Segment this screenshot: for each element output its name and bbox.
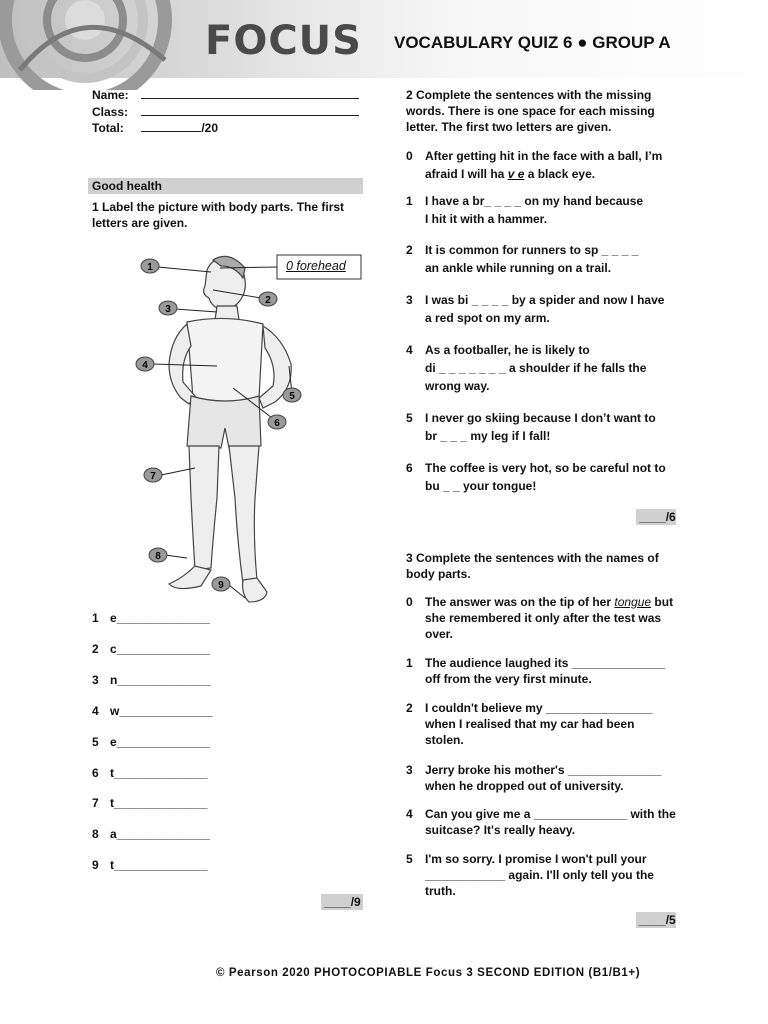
question-item[interactable]: 4 Can you give me a ______________ with the suitcase? It's really heavy. — [406, 807, 676, 837]
svg-text:8: 8 — [155, 551, 161, 562]
question-item[interactable]: 1 The audience laughed its ______________ off from the very first minute. — [406, 656, 666, 686]
answer-row[interactable]: 5 e______________ — [92, 735, 211, 749]
marker-9 — [212, 577, 230, 591]
total-label: Total: — [92, 121, 124, 135]
answer-row[interactable]: 8 a______________ — [92, 827, 211, 841]
focus-swirl-logo-icon — [0, 0, 210, 90]
body-illustration — [125, 248, 370, 608]
total-blank[interactable] — [141, 121, 201, 132]
answer-row[interactable]: 4 w______________ — [92, 704, 213, 718]
answer-row[interactable]: 6 t______________ — [92, 766, 208, 780]
section1-instruction-line2: letters are given. — [92, 216, 188, 230]
question-item[interactable]: 6 The coffee is very hot, so be careful not to bu _ _ your tongue! — [406, 461, 666, 493]
question-item: 0 After getting hit in the face with a ball, I’m afraid I will ha v e a black eye. — [406, 149, 663, 181]
brand-logo-text: FOCUS — [205, 18, 362, 64]
section3-score[interactable]: ____/5 — [636, 912, 676, 928]
answer-row[interactable]: 1 e______________ — [92, 611, 211, 625]
section1-score[interactable]: ____/9 — [321, 894, 363, 910]
footer-copyright: © Pearson 2020 PHOTOCOPIABLE Focus 3 SECOND EDITION (B1/B1+) — [216, 967, 641, 979]
question-item[interactable]: 5 I never go skiing because I don’t want to br _ _ _ my leg if I fall! — [406, 411, 656, 443]
marker-6 — [268, 415, 286, 429]
section3-instruction-line2: body parts. — [406, 567, 471, 581]
person-figure — [169, 256, 291, 602]
marker-3 — [159, 301, 177, 315]
name-blank[interactable] — [141, 88, 359, 99]
example-answer: v e — [507, 167, 525, 181]
class-blank[interactable] — [141, 105, 359, 116]
example-answer: tongue — [614, 595, 652, 609]
name-field-row — [92, 88, 359, 102]
svg-text:4: 4 — [142, 360, 148, 371]
section1-instruction-line1: 1 Label the picture with body parts. The first — [92, 200, 345, 214]
marker-7 — [144, 468, 162, 482]
marker-5 — [283, 388, 301, 402]
svg-text:3: 3 — [165, 304, 171, 315]
section3-instruction — [406, 550, 659, 582]
section2-instruction — [406, 87, 655, 135]
total-field-row — [92, 121, 218, 135]
class-field-row — [92, 105, 359, 119]
question-item[interactable]: 3 Jerry broke his mother's ______________ when he dropped out of university. — [406, 763, 662, 793]
question-item[interactable]: 2 I couldn't believe my ________________ when I realised that my car had been stolen. — [406, 701, 653, 747]
class-label: Class: — [92, 105, 129, 119]
svg-text:2: 2 — [265, 295, 271, 306]
svg-text:5: 5 — [289, 391, 295, 402]
total-suffix: /20 — [201, 121, 219, 135]
marker-4 — [136, 357, 154, 371]
answer-row[interactable]: 9 t______________ — [92, 858, 208, 872]
question-item[interactable]: 4 As a footballer, he is likely to di _ _ _ _ _ _ _ a shoulder if he falls the wrong way. — [406, 343, 647, 393]
section3-instruction-line1: 3 Complete the sentences with the names of — [406, 551, 659, 565]
question-item[interactable]: 3 I was bi _ _ _ _ by a spider and now I have a red spot on my arm. — [406, 293, 665, 325]
section2-score[interactable]: ____/6 — [636, 509, 676, 525]
marker-2 — [259, 292, 277, 306]
answer-row[interactable]: 2 c______________ — [92, 642, 211, 656]
question-item[interactable]: 1 I have a br_ _ _ _ on my hand because I hit it with a hammer. — [406, 194, 644, 226]
marker-1 — [141, 259, 159, 273]
answer-row[interactable]: 3 n______________ — [92, 673, 211, 687]
section1-instruction — [92, 199, 344, 231]
question-item[interactable]: 2 It is common for runners to sp _ _ _ _ an ankle while running on a trail. — [406, 243, 639, 275]
section2-instruction-line2: words. There is one space for each missing — [406, 104, 655, 118]
answer-row[interactable]: 7 t______________ — [92, 796, 208, 810]
name-label: Name: — [92, 88, 129, 102]
section-heading-good-health: Good health — [88, 178, 363, 194]
svg-text:6: 6 — [274, 418, 280, 429]
section2-instruction-line3: letter. The first two letters are given. — [406, 120, 612, 134]
question-item[interactable]: 5 I'm so sorry. I promise I won't pull your ____________ again. I'll only tell you the truth. — [406, 852, 654, 898]
section2-instruction-line1: 2 Complete the sentences with the missing — [406, 88, 652, 102]
question-item: 0 The answer was on the tip of her tongue but she remembered it only after the test was over. — [406, 595, 674, 641]
marker-8 — [149, 548, 167, 562]
quiz-title: VOCABULARY QUIZ 6 ● GROUP A — [394, 33, 671, 52]
svg-text:1: 1 — [147, 262, 153, 273]
svg-text:9: 9 — [218, 580, 224, 591]
example-label: 0 forehead — [286, 259, 346, 273]
svg-text:7: 7 — [150, 471, 156, 482]
